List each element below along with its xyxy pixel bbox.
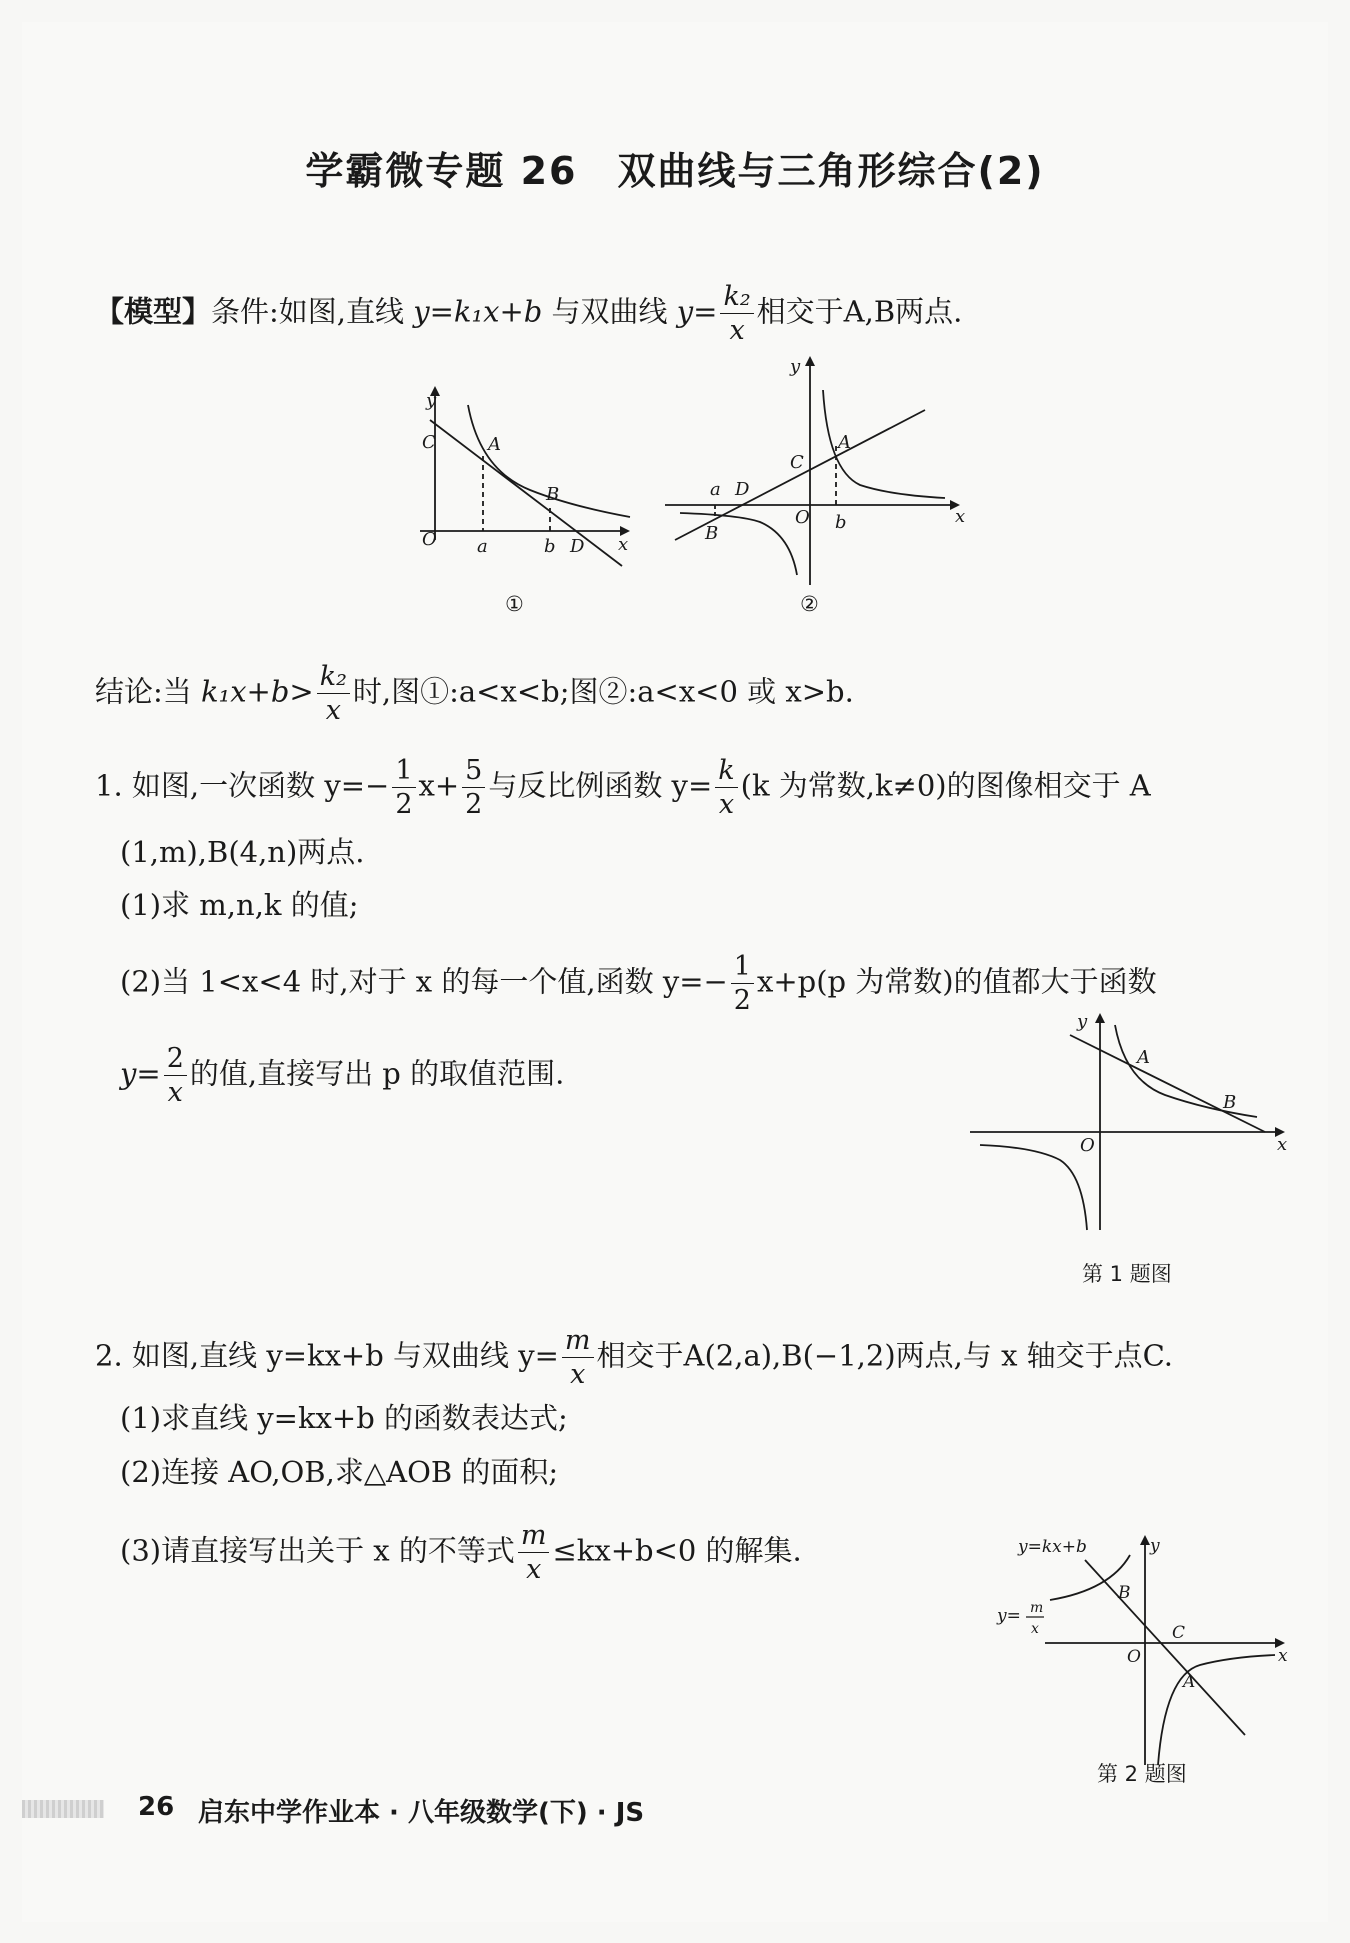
model-figure-2 — [660, 350, 980, 590]
q1-frac-4-den: 2 — [733, 985, 751, 1016]
q2-part1: (1)求直线 y=kx+b 的函数表达式; — [120, 1401, 568, 1435]
q2-part3-a: (3)请直接写出关于 x 的不等式 — [120, 1533, 515, 1568]
book-title: 启东中学作业本 · 八年级数学(下) · JS — [198, 1798, 645, 1828]
q2-fig-label-c: C — [1172, 1623, 1186, 1643]
conclusion-ineq: k₁x+b> — [201, 674, 314, 709]
q1-part2-c: 的值,直接写出 p 的取值范围. — [189, 1056, 565, 1091]
q1-intro-a: 1. 如图,一次函数 y=− — [95, 768, 390, 803]
q2-caption: 第 2 题图 — [1097, 1762, 1187, 1786]
q1-line2: (1,m),B(4,n)两点. — [120, 835, 365, 869]
q2-fig-label-b: B — [1118, 1583, 1131, 1603]
fig1-caption: ① — [505, 592, 524, 616]
q1-frac-1-den: 2 — [395, 789, 413, 820]
footer-decoration — [22, 1800, 104, 1818]
q1-fig-label-x: x — [1277, 1134, 1288, 1155]
q1-frac-4 — [731, 953, 754, 1014]
fig1-label-o: O — [422, 529, 437, 550]
q2-fig-line — [1085, 1560, 1245, 1735]
q2-fig-label-o: O — [1127, 1647, 1141, 1667]
q1-part1: (1)求 m,n,k 的值; — [120, 888, 359, 922]
q2-fig-hyp-lhs: y= — [997, 1606, 1021, 1626]
model-frac-num: k₂ — [720, 283, 753, 314]
q1-frac-1-num: 1 — [392, 757, 415, 788]
q2-fig-line-label: y=kx+b — [1018, 1537, 1087, 1557]
fig2-label-a-point: A — [838, 432, 851, 453]
q1-caption: 第 1 题图 — [1082, 1262, 1172, 1286]
fig1-label-a-point: A — [488, 434, 501, 455]
model-hyperbola-lhs: y= — [676, 294, 718, 329]
conclusion-fraction — [317, 663, 350, 724]
q2-fig-label-a: A — [1183, 1672, 1196, 1692]
q1-intro-d: (k 为常数,k≠0)的图像相交于 A — [740, 768, 1151, 803]
q2-fig-hyp-den: x — [1031, 1621, 1039, 1637]
conclusion-frac-den: x — [325, 695, 341, 726]
fig2-caption: ② — [800, 592, 819, 616]
fig1-label-a-tick: a — [477, 536, 488, 557]
q1-fig-label-y: y — [1077, 1011, 1088, 1032]
q1-part2-a: (2)当 1<x<4 时,对于 x 的每一个值,函数 y=− — [120, 964, 728, 999]
q2-frac-1 — [562, 1327, 594, 1388]
fig1-label-x: x — [618, 534, 629, 555]
q1-figure — [965, 1005, 1300, 1245]
q2-frac-2-den: x — [526, 1554, 542, 1585]
fig1-line — [430, 420, 622, 566]
conclusion-b: 时,图①:a<x<b;图②:a<x<0 或 x>b. — [352, 674, 854, 709]
fig2-y-arrow — [805, 356, 815, 366]
q1-fig-y-arrow — [1095, 1013, 1105, 1023]
q1-frac-5 — [164, 1045, 187, 1106]
model-condition-c: 相交于A,B两点. — [756, 294, 963, 329]
fig1-label-c: C — [422, 432, 436, 453]
q1-fig-hyperbola-left — [980, 1145, 1087, 1230]
model-condition-a: 条件:如图,直线 — [211, 294, 414, 329]
q1-frac-2 — [462, 757, 485, 818]
q1-frac-3 — [715, 757, 737, 818]
q1-intro-c: 与反比例函数 y= — [488, 768, 713, 803]
fig2-hyperbola-left — [680, 513, 797, 575]
fig2-label-a-tick: a — [710, 479, 721, 500]
q2-part3-b: ≤kx+b<0 的解集. — [552, 1533, 802, 1568]
q2-part2: (2)连接 AO,OB,求△AOB 的面积; — [120, 1455, 559, 1489]
q2-fig-hyp-num: m — [1030, 1600, 1044, 1616]
q1-intro — [95, 757, 1151, 818]
page-footer — [0, 1788, 900, 1828]
model-condition — [95, 283, 962, 344]
q2-frac-1-num: m — [562, 1327, 594, 1358]
fig1-label-b-tick: b — [544, 536, 556, 557]
q1-frac-2-den: 2 — [465, 789, 483, 820]
q2-fig-y-arrow — [1140, 1535, 1150, 1545]
fig1-label-y: y — [426, 390, 437, 411]
q2-frac-2 — [518, 1522, 550, 1583]
q2-part3 — [120, 1522, 802, 1583]
q2-intro-b: 相交于A(2,a),B(−1,2)两点,与 x 轴交于点C. — [596, 1338, 1174, 1373]
model-line-eq: y=k₁x+b — [413, 294, 543, 329]
fig2-label-y: y — [790, 356, 801, 377]
q2-fig-label-x: x — [1278, 1646, 1288, 1666]
conclusion-a: 结论:当 — [95, 674, 201, 709]
q1-frac-5-num: 2 — [164, 1045, 187, 1076]
q2-figure — [990, 1525, 1300, 1775]
q2-frac-1-den: x — [570, 1359, 586, 1390]
q1-frac-5-den: x — [167, 1077, 183, 1108]
fig2-label-b-point: B — [705, 523, 719, 544]
fig1-label-b-point: B — [546, 484, 560, 505]
fig2-label-d: D — [735, 479, 750, 500]
q1-part2-lhs: y= — [120, 1056, 161, 1091]
conclusion-frac-num: k₂ — [317, 663, 350, 694]
model-figure-1 — [410, 380, 640, 580]
page-title: 学霸微专题 26 双曲线与三角形综合(2) — [305, 149, 1045, 193]
q1-frac-3-num: k — [715, 757, 737, 788]
q1-fig-label-o: O — [1080, 1135, 1095, 1156]
model-frac-den: x — [729, 315, 745, 346]
q2-intro — [95, 1327, 1173, 1388]
fig2-label-x: x — [955, 506, 966, 527]
model-fraction — [720, 283, 753, 344]
model-tag: 【模型】 — [95, 294, 212, 329]
q1-part2-b: x+p(p 为常数)的值都大于函数 — [756, 964, 1157, 999]
q2-frac-2-num: m — [518, 1522, 550, 1553]
q1-frac-3-den: x — [718, 789, 735, 820]
fig2-label-b-tick: b — [835, 512, 847, 533]
fig1-label-d: D — [570, 536, 585, 557]
q1-frac-1 — [392, 757, 415, 818]
page-number: 26 — [138, 1792, 175, 1822]
model-condition-b: 与双曲线 — [542, 294, 677, 329]
model-conclusion — [95, 663, 854, 724]
q2-fig-hyperbola-right — [1158, 1655, 1275, 1765]
q1-frac-2-num: 5 — [462, 757, 485, 788]
fig2-label-c: C — [790, 452, 804, 473]
q1-frac-4-num: 1 — [731, 953, 754, 984]
q1-fig-label-a: A — [1137, 1047, 1150, 1068]
fig2-label-o: O — [795, 507, 810, 528]
q1-fig-label-b: B — [1223, 1092, 1237, 1113]
q1-intro-b: x+ — [418, 768, 460, 803]
q2-intro-a: 2. 如图,直线 y=kx+b 与双曲线 y= — [95, 1338, 559, 1373]
q2-fig-label-y: y — [1150, 1536, 1160, 1556]
q1-part2-cont — [120, 1045, 564, 1106]
